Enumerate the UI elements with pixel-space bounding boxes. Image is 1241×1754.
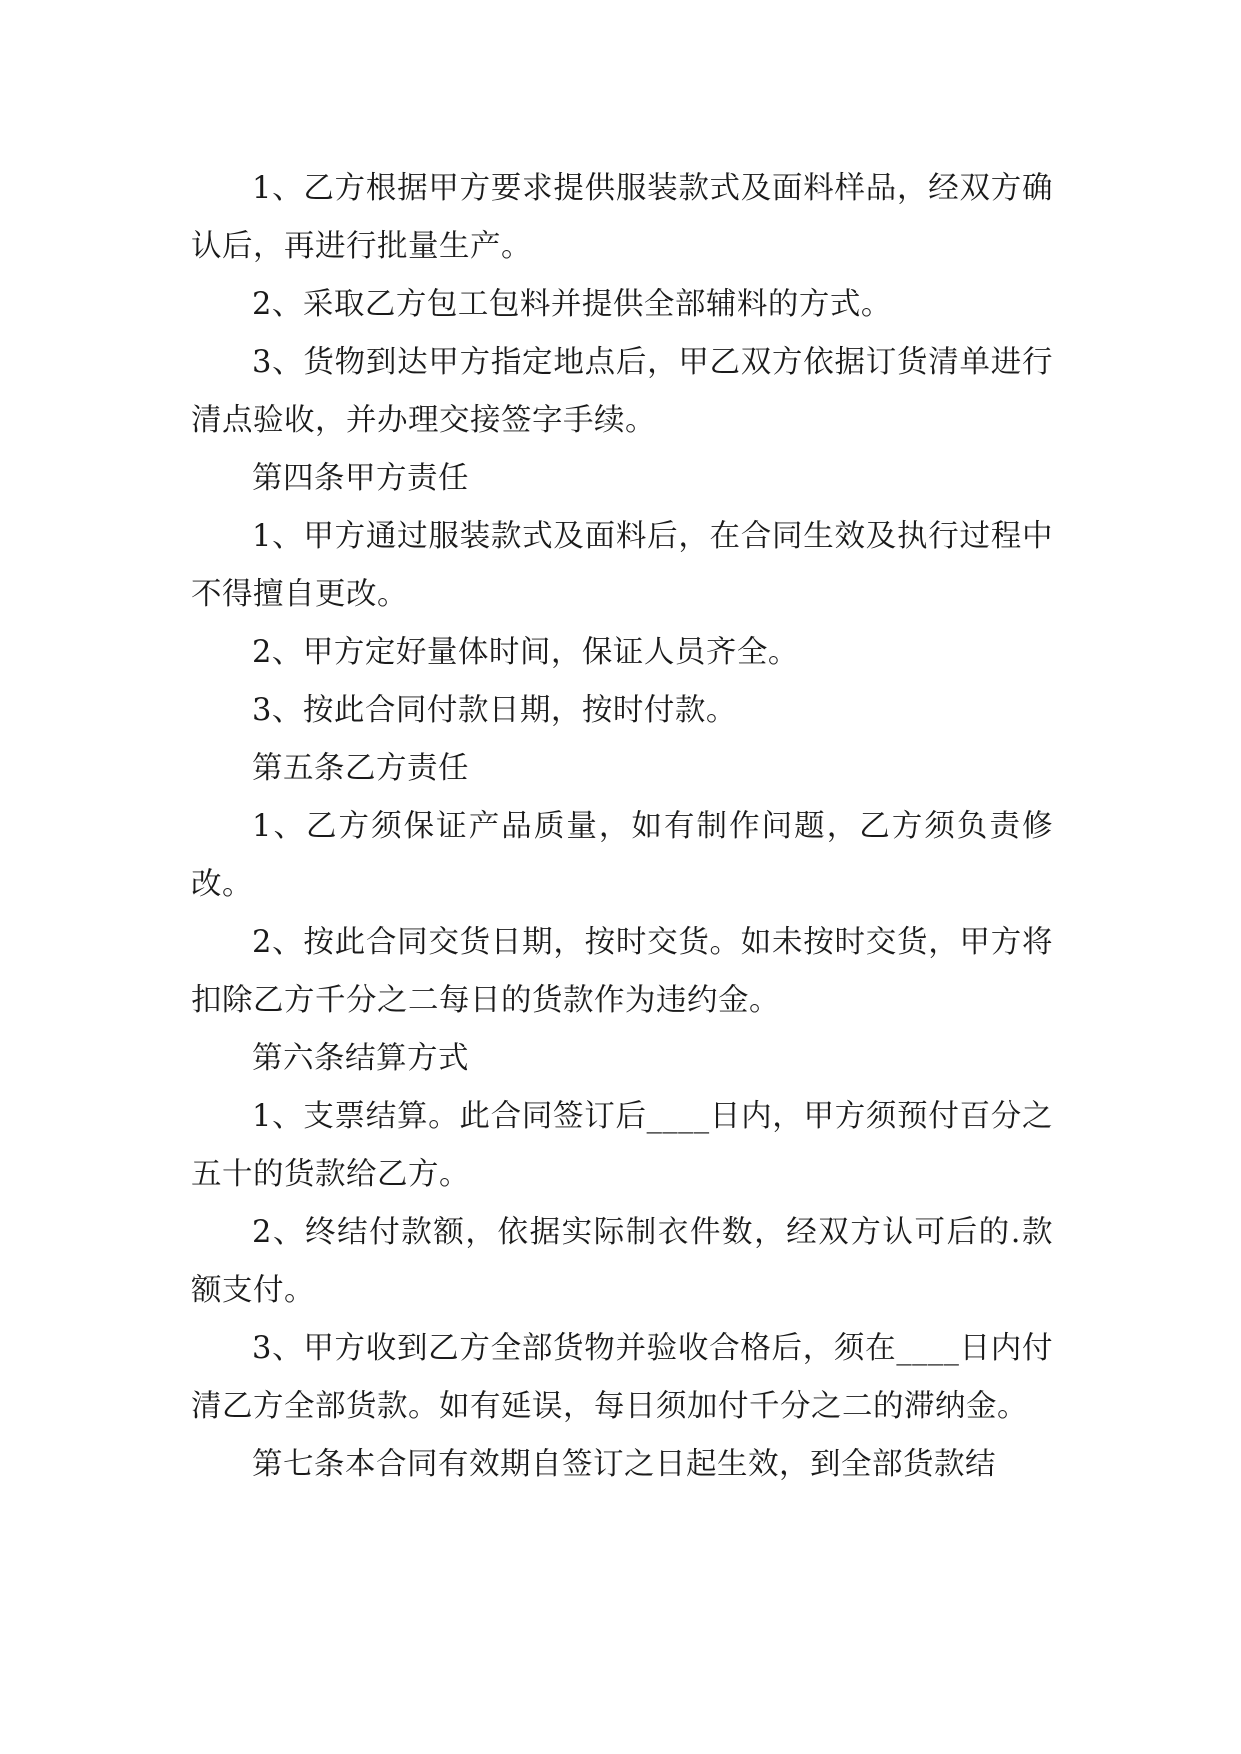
paragraph-2: 2、采取乙方包工包料并提供全部辅料的方式。 — [252, 287, 892, 322]
paragraph-14: 3、甲方收到乙方全部货物并验收合格后，须在____日内付清乙方全部货款。如有延误，每日须加付千分之二的滞纳金。 — [191, 1331, 1053, 1424]
document-page — [191, 160, 1053, 1494]
paragraph-7: 3、按此合同付款日期，按时付款。 — [252, 693, 737, 728]
section-heading-4: 第四条甲方责任 — [252, 461, 469, 496]
paragraph-13: 2、终结付款额，依据实际制衣件数，经双方认可后的.款额支付。 — [191, 1215, 1053, 1308]
paragraph-9: 1、乙方须保证产品质量，如有制作问题，乙方须负责修改。 — [191, 809, 1053, 902]
section-heading-7: 第七条本合同有效期自签订之日起生效，到全部货款结 — [252, 1447, 996, 1482]
section-heading-6: 第六条结算方式 — [252, 1041, 469, 1076]
paragraph-12: 1、支票结算。此合同签订后____日内，甲方须预付百分之五十的货款给乙方。 — [191, 1099, 1053, 1192]
paragraph-3: 3、货物到达甲方指定地点后，甲乙双方依据订货清单进行清点验收，并办理交接签字手续。 — [191, 345, 1053, 438]
paragraph-6: 2、甲方定好量体时间，保证人员齐全。 — [252, 635, 799, 670]
section-heading-5: 第五条乙方责任 — [252, 751, 469, 786]
paragraph-1: 1、乙方根据甲方要求提供服装款式及面料样品，经双方确认后，再进行批量生产。 — [191, 171, 1053, 264]
paragraph-5: 1、甲方通过服装款式及面料后，在合同生效及执行过程中不得擅自更改。 — [191, 519, 1053, 612]
paragraph-10: 2、按此合同交货日期，按时交货。如未按时交货，甲方将扣除乙方千分之二每日的货款作为违约金。 — [191, 925, 1053, 1018]
